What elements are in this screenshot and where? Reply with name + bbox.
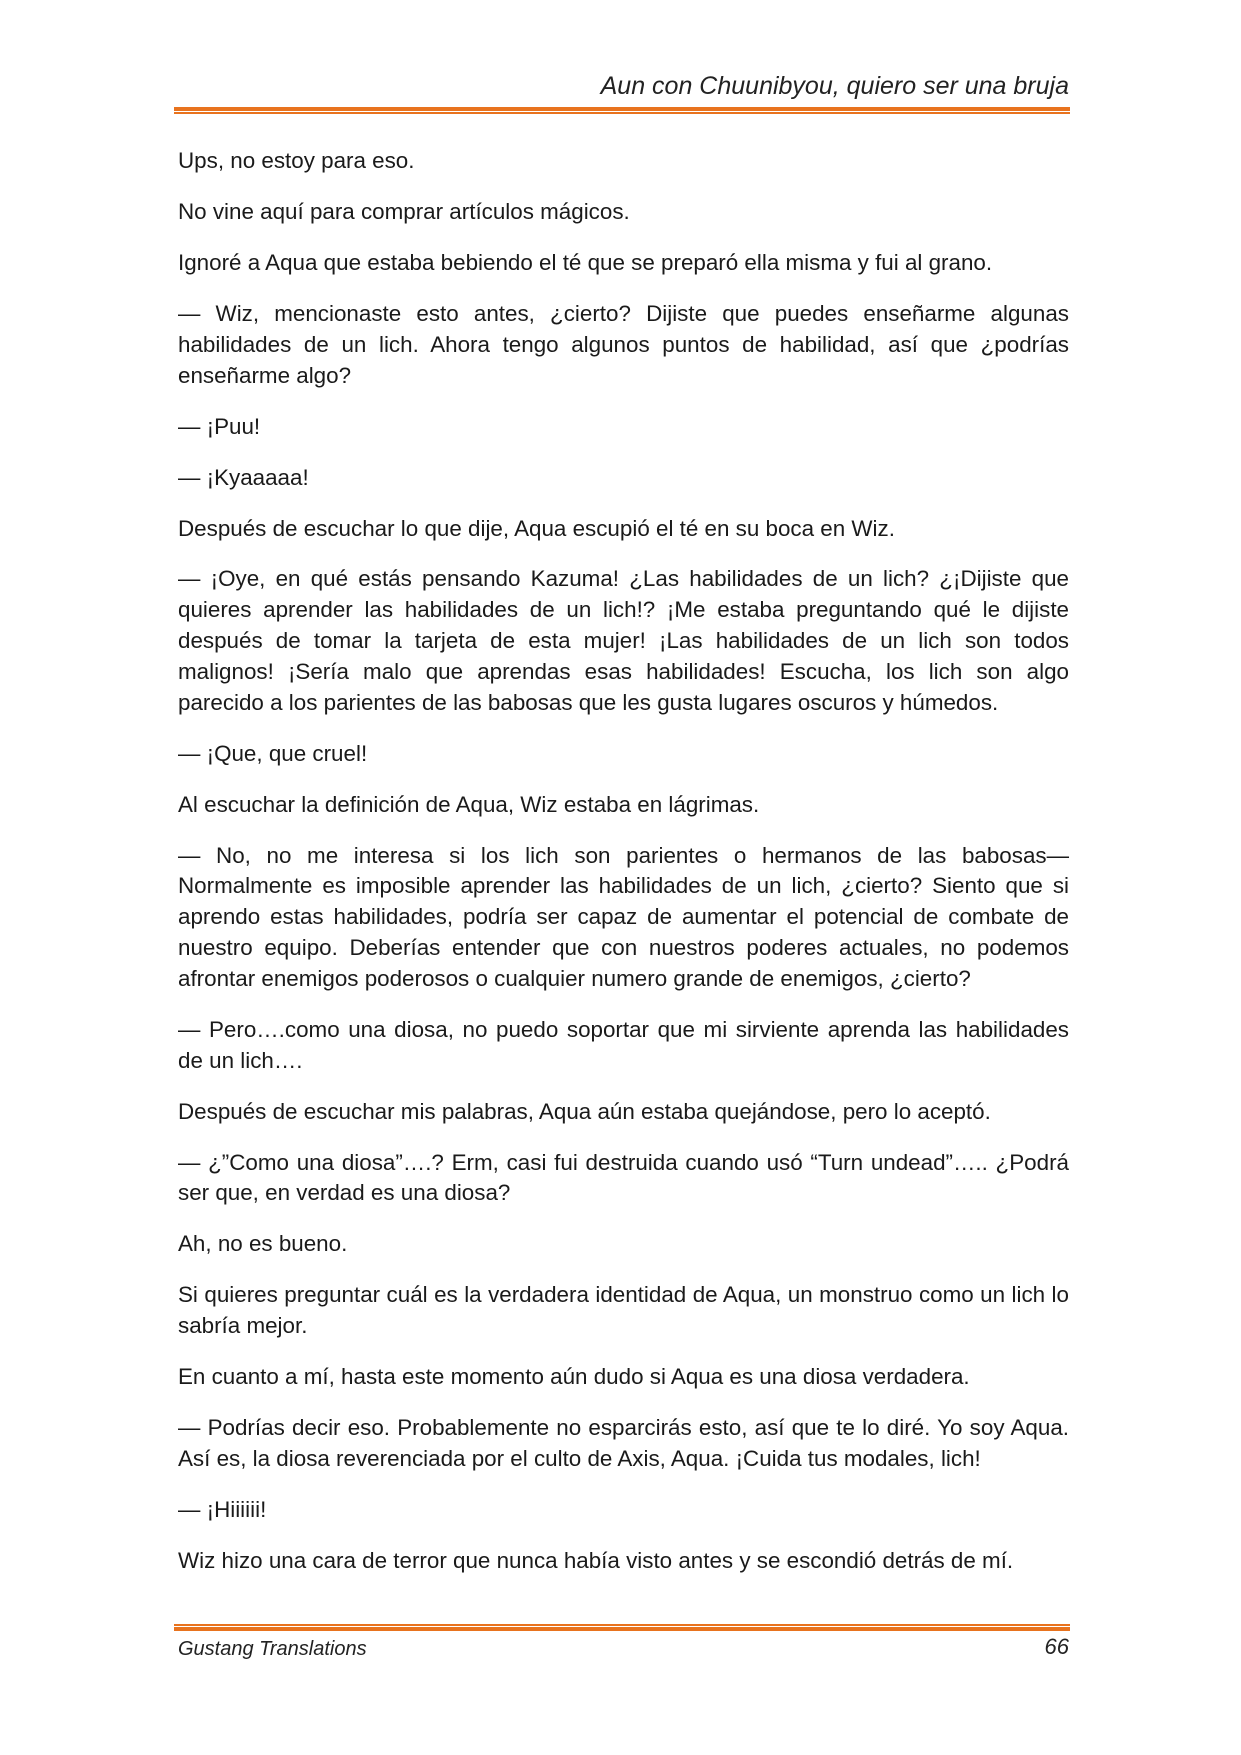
paragraph: — ¡Oye, en qué estás pensando Kazuma! ¿Las habilidades de un lich? ¿¡Dijiste que quieres aprender las habilidades de un lich!? ¡Me estaba preguntando qué le dijiste después de tomar la tarjeta de esta mujer! ¡Las habilidades de un lich son todos malignos! ¡Sería malo que aprendas esas habilidades! Escucha, los lich son algo parecido a los parientes de las babosas que les gusta lugares oscuros y húmedos. [178, 566, 1069, 715]
paragraph: — ¡Kyaaaaa! [178, 464, 309, 490]
footer-publisher: Gustang Translations [178, 1638, 367, 1660]
paragraph: — Pero….como una diosa, no puedo soportar que mi sirviente aprenda las habilidades de un lich…. [178, 1016, 1069, 1073]
paragraph: — Podrías decir eso. Probablemente no esparcirás esto, así que te lo diré. Yo soy Aqua. Así es, la diosa reverenciada por el culto de Axis, Aqua. ¡Cuida tus modales, lich! [178, 1415, 1069, 1471]
header-divider [174, 107, 1070, 114]
running-header-title: Aun con Chuunibyou, quiero ser una bruja [600, 72, 1069, 100]
paragraph: En cuanto a mí, hasta este momento aún dudo si Aqua es una diosa verdadera. [178, 1364, 970, 1390]
paragraph: Después de escuchar lo que dije, Aqua escupió el té en su boca en Wiz. [178, 515, 895, 541]
paragraph: — No, no me interesa si los lich son parientes o hermanos de las babosas— Normalmente es imposible aprender las habilidades de un lich, ¿cierto? Siento que si aprendo estas habilidades, podría ser capaz de aumentar el potencial de combate de nuestro equipo. Deberías entender que con nuestros poderes actuales, no podemos afrontar enemigos poderosos o cualquier numero grande de enemigos, ¿cierto? [178, 842, 1069, 991]
footer-divider [174, 1624, 1070, 1631]
paragraph: — Wiz, mencionaste esto antes, ¿cierto? Dijiste que puedes enseñarme algunas habilidades de un lich. Ahora tengo algunos puntos de habilidad, así que ¿podrías enseñarme algo? [178, 300, 1069, 388]
paragraph: Ignoré a Aqua que estaba bebiendo el té que se preparó ella misma y fui al grano. [178, 249, 993, 275]
paragraph: No vine aquí para comprar artículos mágicos. [178, 198, 630, 224]
paragraph: — ¡Puu! [178, 413, 261, 439]
paragraph: Wiz hizo una cara de terror que nunca había visto antes y se escondió detrás de mí. [178, 1547, 1014, 1573]
page-body [178, 146, 1069, 1597]
paragraph: — ¡Que, que cruel! [178, 740, 368, 766]
paragraph: Si quieres preguntar cuál es la verdadera identidad de Aqua, un monstruo como un lich lo sabría mejor. [178, 1282, 1069, 1339]
page-number: 66 [1044, 1634, 1069, 1659]
paragraph: — ¿”Como una diosa”….? Erm, casi fui destruida cuando usó “Turn undead”….. ¿Podrá ser que, en verdad es una diosa? [178, 1149, 1069, 1206]
paragraph: Ups, no estoy para eso. [178, 148, 415, 173]
paragraph: — ¡Hiiiiii! [178, 1496, 267, 1522]
paragraph: Al escuchar la definición de Aqua, Wiz estaba en lágrimas. [178, 791, 760, 817]
paragraph: Ah, no es bueno. [178, 1231, 348, 1257]
paragraph: Después de escuchar mis palabras, Aqua aún estaba quejándose, pero lo aceptó. [178, 1098, 991, 1124]
